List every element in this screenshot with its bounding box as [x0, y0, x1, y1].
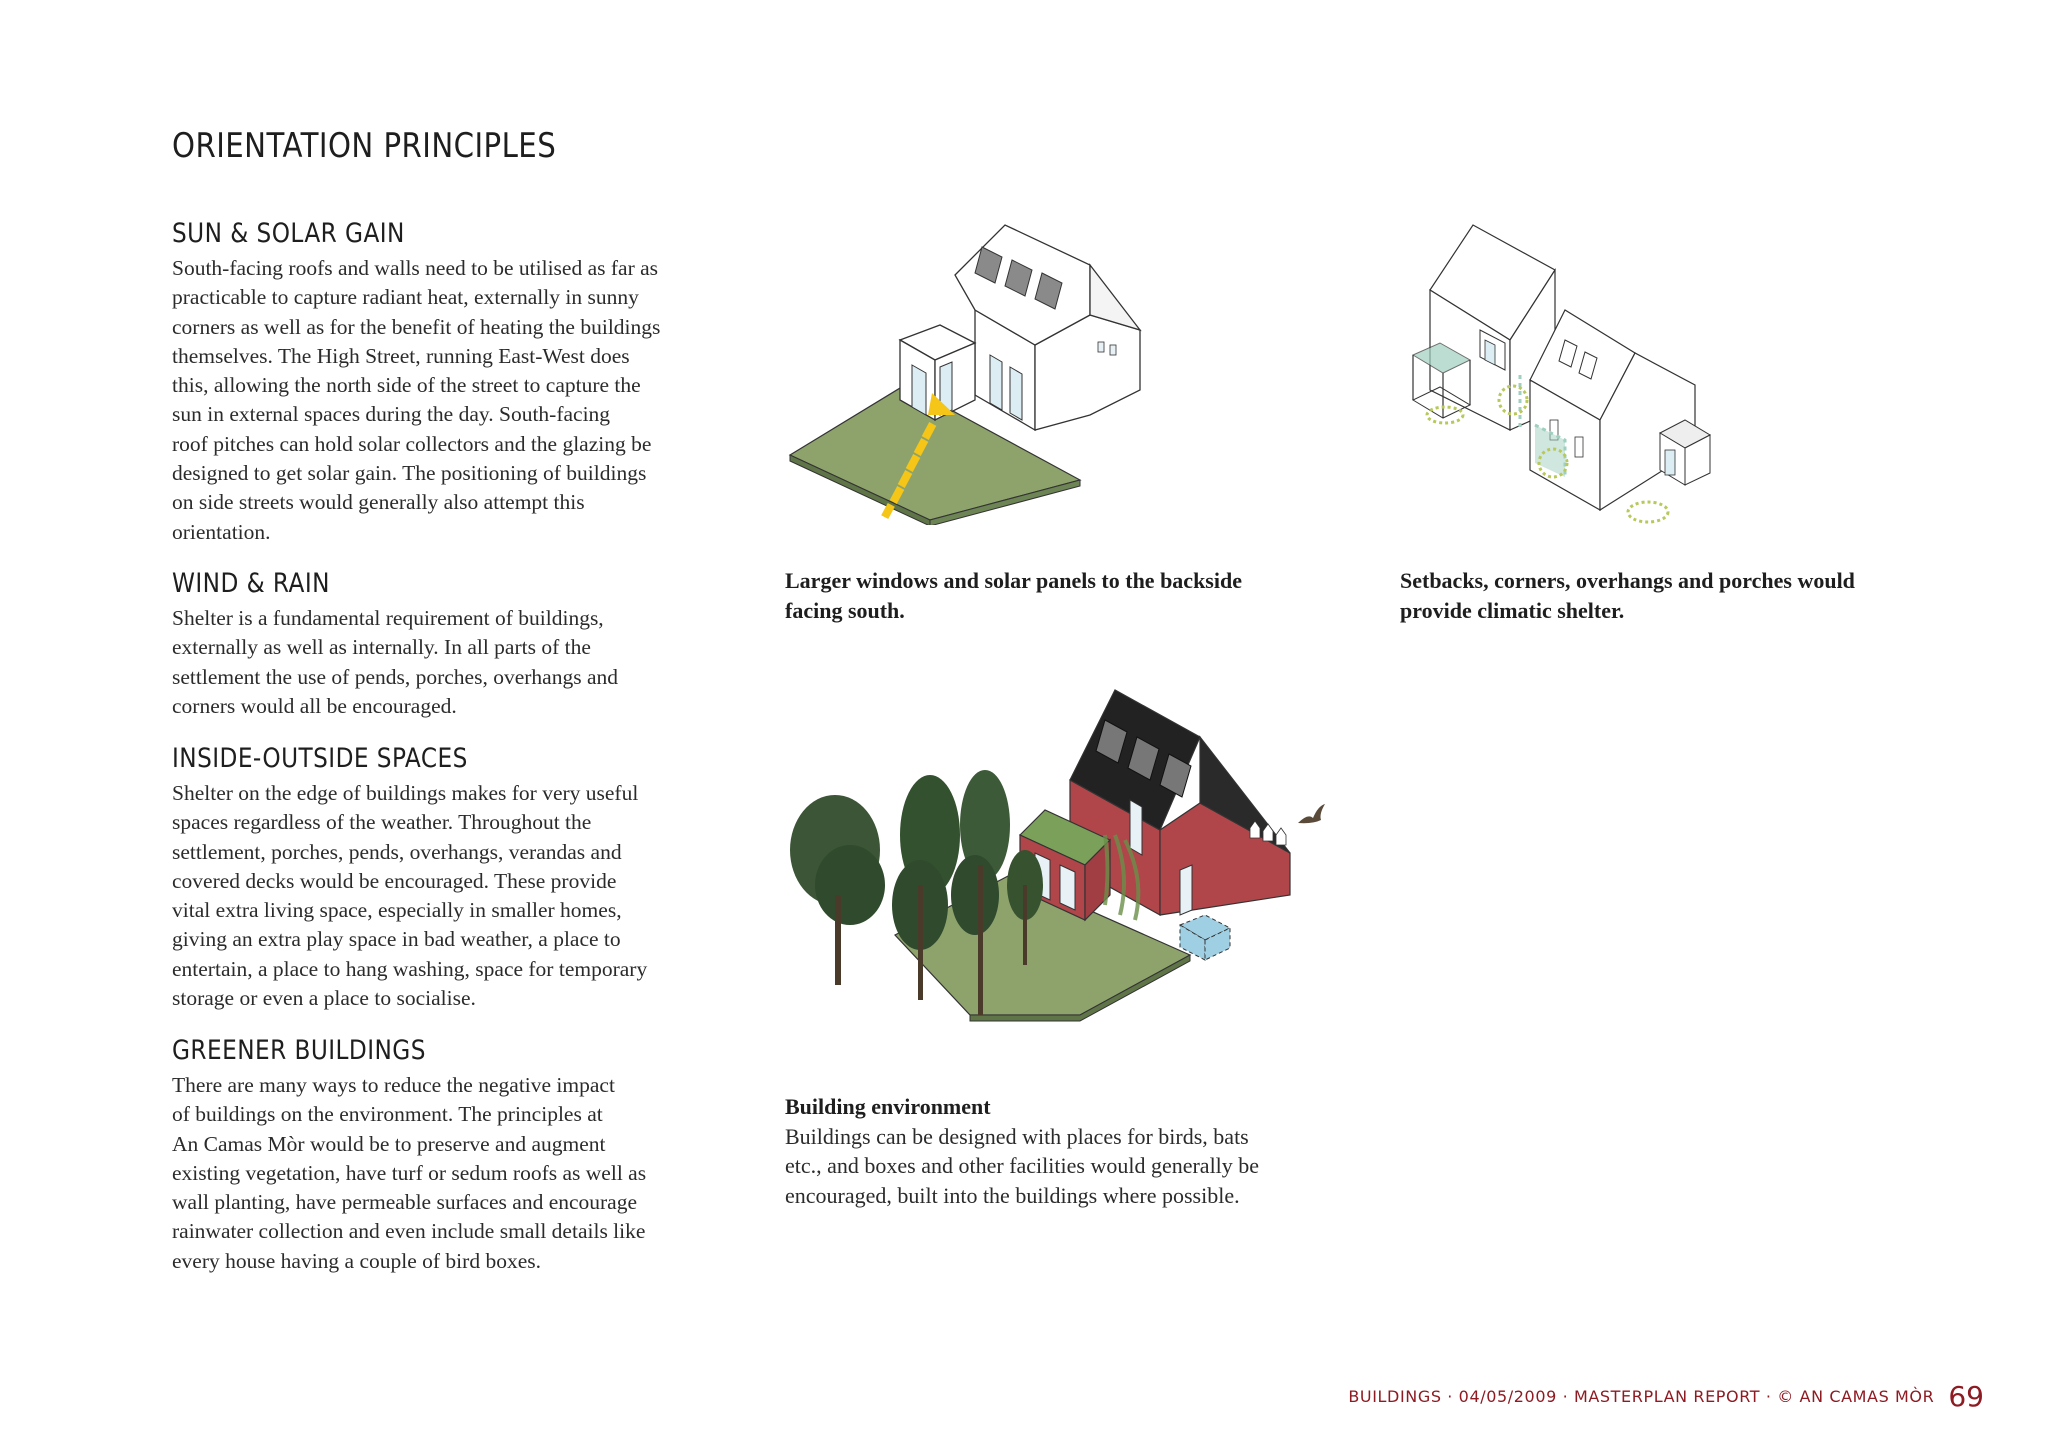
building-environment-illustration: [780, 685, 1335, 1050]
page-number: 69: [1948, 1380, 1984, 1413]
footer-meta: BUILDINGS · 04/05/2009 · MASTERPLAN REPORT · © AN CAMAS MÒR: [1348, 1387, 1935, 1406]
page-footer: [1348, 1380, 1984, 1413]
caption-building-environment-title: Building environment: [785, 1094, 991, 1119]
section-heading-greener-buildings: GREENER BUILDINGS: [172, 1035, 426, 1066]
bird-icon: [1298, 804, 1325, 823]
section-heading-wind-rain: WIND & RAIN: [172, 568, 330, 599]
section-body-greener-buildings: There are many ways to reduce the negative impact of buildings on the environment. The principles at An Camas Mòr would be to preserve and augment existing vegetation, have turf or sedum roofs as well as wall planting, have permeable surfaces and encourage rainwater collection and even include small details like every house having a couple of bird boxes.: [172, 1073, 647, 1273]
caption-solar-panels: Larger windows and solar panels to the backside facing south.: [785, 568, 1242, 623]
climatic-shelter-houses-illustration: [1395, 215, 1740, 530]
section-body-sun-solar-gain: South-facing roofs and walls need to be utilised as far as practicable to capture radiant heat, externally in sunny corners as well as for the benefit of heating the buildings themselves. The High Street, running East-West does this, allowing the north side of the street to capture the sun in external spaces during the day. South-facing roof pitches can hold solar collectors and the glazing be designed to get solar gain. The positioning of buildings on side streets would generally also attempt this orientation.: [172, 256, 661, 544]
caption-building-environment: Building environment Buildings can be designed with places for birds, bats etc., and boxes and other facilities would generally be encouraged, built into the buildings where possible.: [785, 1094, 1260, 1208]
section-body-inside-outside-spaces: Shelter on the edge of buildings makes for very useful spaces regardless of the weather. Throughout the settlement, porches, pends, overhangs, verandas and covered decks would be encouraged. These provide vital extra living space, especially in smaller homes, giving an extra play space in bad weather, a place to entertain, a place to hang washing, space for temporary storage or even a place to socialise.: [172, 781, 648, 1011]
caption-climatic-shelter: Setbacks, corners, overhangs and porches would provide climatic shelter.: [1400, 568, 1855, 623]
page-title: ORIENTATION PRINCIPLES: [172, 126, 557, 166]
solar-gain-house-illustration: [780, 215, 1160, 525]
section-body-wind-rain: Shelter is a fundamental requirement of buildings, externally as well as internally. In all parts of the settlement the use of pends, porches, overhangs and corners would all be encouraged.: [172, 606, 618, 718]
section-heading-sun-solar-gain: SUN & SOLAR GAIN: [172, 218, 405, 249]
section-heading-inside-outside-spaces: INSIDE-OUTSIDE SPACES: [172, 743, 468, 774]
